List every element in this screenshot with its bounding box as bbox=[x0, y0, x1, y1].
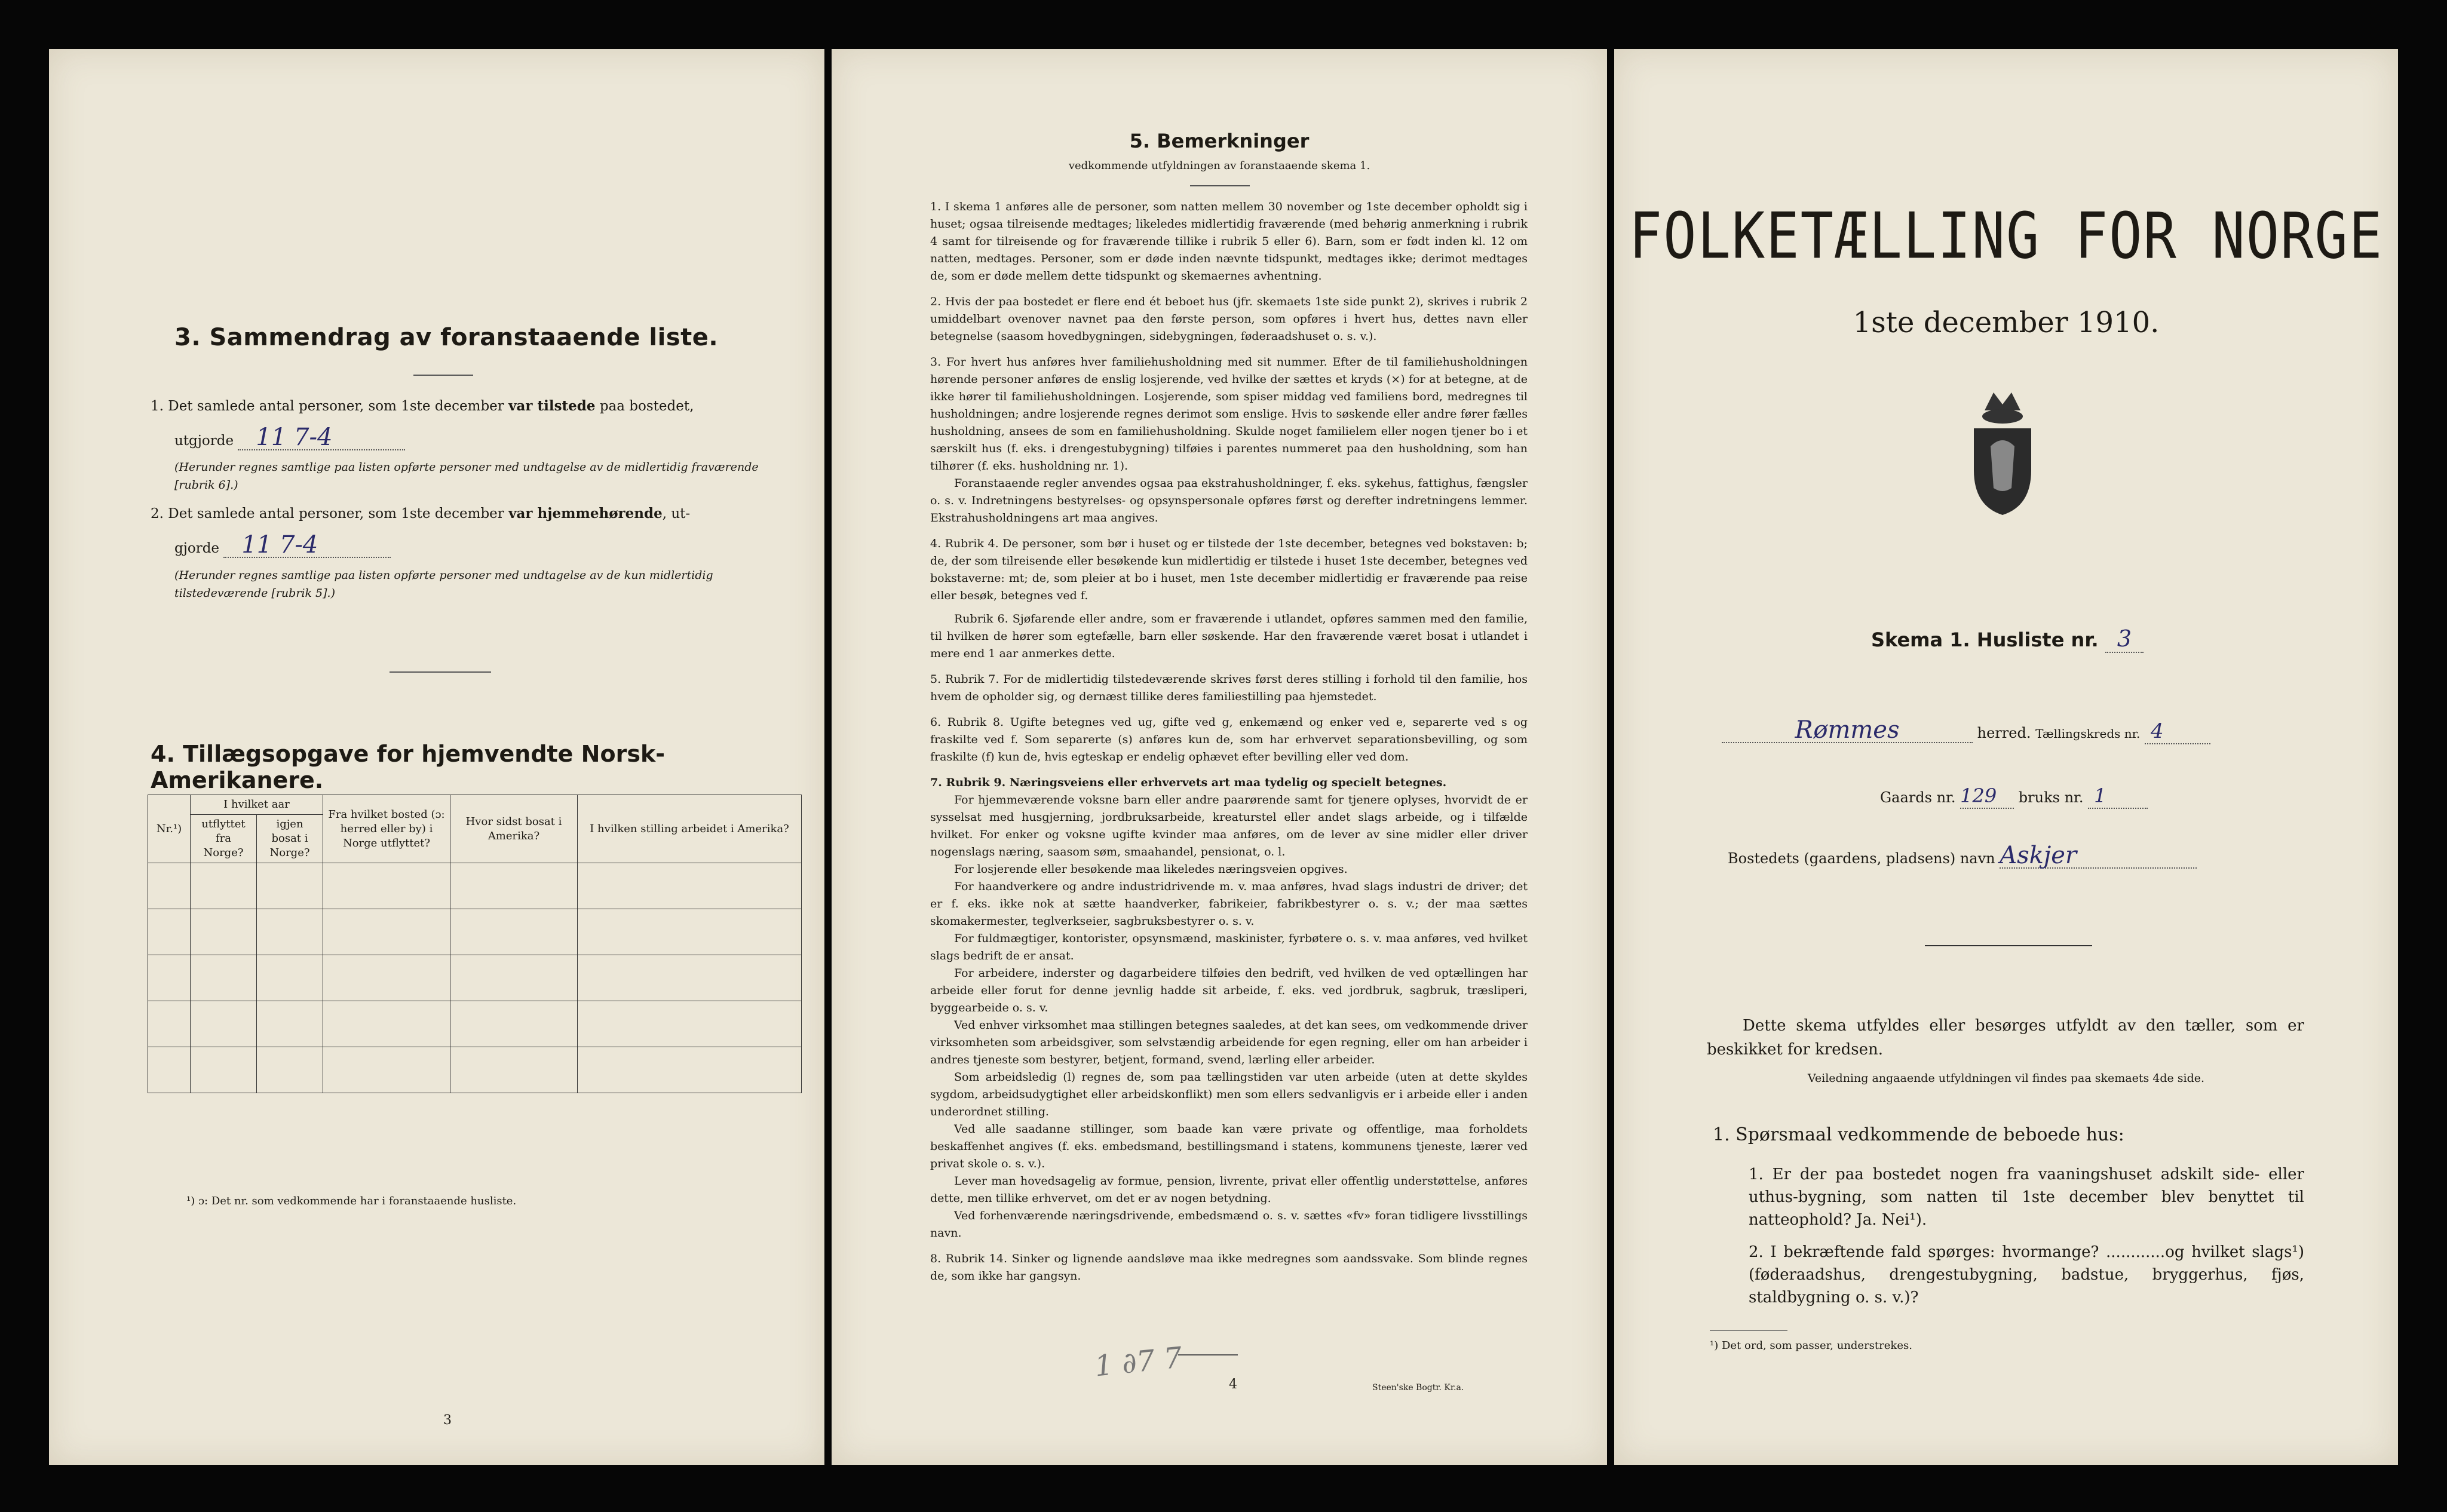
remark-7g: Som arbeidsledig (l) regnes de, som paa tællingstiden var uten arbeide (uten at dette skyldes sygdom, arbeidsudygtighet eller arbeidskonflikt) men som ellers sedvanligvis er i arbeide eller i anden underordnet stilling. bbox=[930, 1071, 1528, 1118]
page-4 bbox=[832, 49, 1607, 1465]
remark-4b: Rubrik 6. Sjøfarende eller andre, som er fraværende i utlandet, opføres sammen med den familie, til hvilken de hører som egtefælle, barn eller søskende. Har den fraværende været bosat i utlandet i mere end 1 aar anmerkes dette. bbox=[930, 612, 1528, 660]
page-number: 3 bbox=[443, 1413, 452, 1428]
husliste-value: 3 bbox=[2105, 625, 2144, 653]
remark-4: 4. Rubrik 4. De personer, som bør i huset og er tilstede der 1ste december, betegnes ved bokstaven: b; de, der som tilreisende eller besøkende kun midlertidig er tilstede i huset 1ste december, betegnes ved bokstaverne: mt; de, som pleier at bo i huset, men 1ste december midlertidig er fraværende paa reise eller besøk, betegnes ved f. bbox=[930, 537, 1528, 602]
remark-7b: For losjerende eller besøkende maa likeledes næringsveien opgives. bbox=[954, 863, 1348, 876]
kreds-value: 4 bbox=[2145, 719, 2210, 744]
remark-3: 3. For hvert hus anføres hver familiehusholdning med sit nummer. Efter de til familiehusholdningen hørende personer anføres de enslig losjerende, ved hvilke der sættes et kryds (×) for at betegne, at de ikke hører til familiehusholdningen. Losjerende, som spiser middag ved familiens bord, medregnes til husholdningen; andre losjerende regnes derimot som enslige. Hvis to søskende eller andre fører fælles husholdning, ansees de som en familiehusholdning. Skulde noget familielem eller nogen tjener bo i et særskilt hus (f. eks. i drengestubygning) tilføies i parentes nummeret paa den husholdning, som han tilhører (f. eks. husholdning nr. 1). bbox=[930, 355, 1528, 473]
herred-line: Rømmes herred. Tællingskreds nr. 4 bbox=[1722, 718, 2361, 746]
col-igjen: igjen bosat i Norge? bbox=[257, 815, 323, 863]
herred-value: Rømmes bbox=[1722, 718, 1973, 743]
remark-7: 7. Rubrik 9. Næringsveiens eller erhvervets art maa tydelig og specielt betegnes. bbox=[930, 776, 1447, 789]
form-title: FOLKETÆLLING FOR NORGE bbox=[1629, 199, 2384, 274]
veiledning: Veiledning angaaende utfyldningen vil findes paa skemaets 4de side. bbox=[1807, 1072, 2205, 1085]
section-4-title: 4. Tillægsopgave for hjemvendte Norsk-Amerikanere. bbox=[151, 741, 665, 793]
q1-value: 11 7-4 bbox=[238, 425, 405, 450]
section-3-title: 3. Sammendrag av foranstaaende liste. bbox=[174, 324, 719, 351]
remark-7f: Ved enhver virksomhet maa stillingen betegnes saaledes, at det kan sees, om vedkommende driver virksomheten som arbeidsgiver, som selvstændig arbeidende for egen regning, eller om han arbeider i andres tjeneste som bestyrer, betjent, formand, svend, lærling eller arbeider. bbox=[930, 1019, 1528, 1066]
coat-of-arms-icon bbox=[1967, 384, 2038, 521]
table-row bbox=[148, 863, 802, 909]
remark-7i: Lever man hovedsagelig av formue, pension, livrente, privat eller offentlig understøttelse, anføres dette, men tillike erhvervet, om det er av nogen betydning. bbox=[930, 1174, 1528, 1205]
bottom-rule bbox=[1178, 1354, 1238, 1355]
bemerkninger-title: 5. Bemerkninger bbox=[1129, 130, 1310, 152]
instructions: Dette skema utfyldes eller besørges utfyldt av den tæller, som er beskikket for kredsen. bbox=[1707, 1017, 2304, 1059]
remark-5: 5. Rubrik 7. For de midlertidig tilstedeværende skrives først deres stilling i forhold til den familie, hos hvem de opholder sig, og dernæst tillike deres familiestilling paa hjemstedet. bbox=[930, 673, 1528, 703]
question-1: 1. Er der paa bostedet nogen fra vaaningshuset adskilt side- eller uthus-bygning, som natten til 1ste december blev benyttet til natteophold? Ja. Nei¹). bbox=[1749, 1166, 2304, 1229]
remark-7j: Ved forhenværende næringsdrivende, embedsmænd o. s. v. sættes «fv» foran tidligere livsstillings navn. bbox=[930, 1209, 1528, 1240]
questions-title: 1. Spørsmaal vedkommende de beboede hus: bbox=[1713, 1124, 2124, 1145]
remarks-list bbox=[930, 198, 1528, 1285]
gaards-line: Gaards nr. 129 bruks nr. 1 bbox=[1880, 784, 2148, 809]
col-nr: Nr.¹) bbox=[148, 795, 191, 863]
col-hvilket-aar: I hvilket aar bbox=[191, 795, 323, 815]
printer-mark: Steen'ske Bogtr. Kr.a. bbox=[1372, 1383, 1464, 1393]
page-3 bbox=[49, 49, 824, 1465]
q2-note: (Herunder regnes samtlige paa listen opførte personer med undtagelse av de kun midlertidig tilstedeværende [rubrik 5].) bbox=[174, 569, 713, 600]
remark-1: 1. I skema 1 anføres alle de personer, som natten mellem 30 november og 1ste december opholdt sig i huset; ogsaa tilreisende medtages; likeledes midlertidig fraværende (med behørig anmerkning i rubrik 4 samt for tilreisende og for fraværende tillike i rubrik 5 eller 6). Barn, som er født inden kl. 12 om natten, medtages. Personer, som er døde inden nævnte tidspunkt, medtages ikke; derimot medtages de, som er døde mellem dette tidspunkt og skemaernes avhentning. bbox=[930, 200, 1528, 283]
title-rule bbox=[1190, 185, 1250, 186]
bemerkninger-subtitle: vedkommende utfyldningen av foranstaaende skema 1. bbox=[1068, 160, 1370, 172]
col-fra: Fra hvilket bosted (ɔ: herred eller by) i Norge utflyttet? bbox=[323, 795, 450, 863]
q1-utgjorde: utgjorde 11 7-4 bbox=[174, 425, 405, 453]
census-date: 1ste december 1910. bbox=[1853, 306, 2160, 339]
table-row bbox=[148, 909, 802, 955]
footnote: ¹) ɔ: Det nr. som vedkommende har i foranstaaende husliste. bbox=[186, 1195, 517, 1207]
q2-value: 11 7-4 bbox=[223, 533, 391, 558]
footnote-rule bbox=[1710, 1330, 1787, 1331]
remark-2: 2. Hvis der paa bostedet er flere end ét beboet hus (jfr. skemaets 1ste side punkt 2), skrives i rubrik 2 umiddelbart ovenover navnet paa den første person, som opføres i hvert hus, dettes navn eller betegnelse (saasom hovedbygningen, sidebygningen, føderaadshuset o. s. v.). bbox=[930, 295, 1528, 343]
col-utflyttet: utflyttet fra Norge? bbox=[191, 815, 257, 863]
table-row bbox=[148, 1047, 802, 1093]
page-number: 4 bbox=[1229, 1377, 1237, 1392]
bosted-value: Askjer bbox=[2000, 844, 2197, 869]
remark-3b: Foranstaaende regler anvendes ogsaa paa ekstrahusholdninger, f. eks. sykehus, fattighus, fængsler o. s. v. Indretningens bestyrelses- og opsynspersonale opføres først og derefter indretningens lemmer. Ekstrahusholdningens art maa angives. bbox=[930, 477, 1528, 525]
remark-7d: For fuldmægtiger, kontorister, opsynsmænd, maskinister, fyrbøtere o. s. v. maa anføres, ved hvilket slags bedrift de er ansat. bbox=[930, 932, 1528, 962]
pencil-scribble: 1 ∂7 7 bbox=[1093, 1341, 1184, 1384]
question-2: 2. I bekræftende fald spørges: hvormange? ............og hvilket slags¹) (føderaadshus, drengestubygning, badstue, bryggerhus, fjøs, staldbygning o. s. v.)? bbox=[1749, 1243, 2304, 1306]
norsk-amerikaner-table bbox=[148, 795, 802, 1093]
ornament-rule bbox=[1925, 945, 2092, 946]
table-row bbox=[148, 955, 802, 1001]
col-stilling: I hvilken stilling arbeidet i Amerika? bbox=[578, 795, 802, 863]
remark-7c: For haandverkere og andre industridrivende m. v. maa anføres, hvad slags industri de driver; det er f. eks. ikke nok at sætte haandverker, fabrikeier, fabrikbestyrer o. s. v.; der maa sættes skomakermester, teglverkseier, sagbruksbestyrer o. s. v. bbox=[930, 880, 1528, 928]
q2-utgjorde: gjorde 11 7-4 bbox=[174, 533, 391, 560]
q2-text: 2. Det samlede antal personer, som 1ste december var hjemmehørende, ut- bbox=[151, 505, 691, 522]
table-row bbox=[148, 1001, 802, 1047]
remark-6: 6. Rubrik 8. Ugifte betegnes ved ug, gifte ved g, enkemænd og enker ved e, separerte ved s og fraskilte ved f. Som separerte (s) anføres kun de, som har erhvervet separationsbevilling, og som fraskilte (f) kun de, hvis egteskap er endelig ophævet efter bevilling eller ved dom. bbox=[930, 716, 1528, 763]
footnote: ¹) Det ord, som passer, understrekes. bbox=[1710, 1339, 1912, 1352]
remark-8: 8. Rubrik 14. Sinker og lignende aandsløve maa ikke medregnes som aandssvake. Som blinde regnes de, som ikke har gangsyn. bbox=[930, 1252, 1528, 1283]
page-1-cover bbox=[1614, 49, 2398, 1465]
skema-line: Skema 1. Husliste nr. 3 bbox=[1871, 625, 2144, 653]
bosted-line: Bostedets (gaardens, pladsens) navn Askjer bbox=[1728, 844, 2197, 870]
q1-note: (Herunder regnes samtlige paa listen opførte personer med undtagelse av de midlertidig fraværende [rubrik 6].) bbox=[174, 461, 759, 492]
gaards-value: 129 bbox=[1960, 784, 2014, 809]
q1-text: 1. Det samlede antal personer, som 1ste december var tilstede paa bostedet, bbox=[151, 398, 694, 414]
col-hvor: Hvor sidst bosat i Amerika? bbox=[450, 795, 578, 863]
remark-7a: For hjemmeværende voksne barn eller andre paarørende samt for tjenere oplyses, hvorvidt de er sysselsat med husgjerning, jordbruksarbeide, kreaturstel eller andet slags arbeide, og i tilfælde hvilket. For enker og voksne ugifte kvinder maa anføres, om de lever av sine midler eller driver nogenslags næring, saasom søm, smaahandel, pensionat, o. l. bbox=[930, 793, 1528, 858]
remark-7e: For arbeidere, inderster og dagarbeidere tilføies den bedrift, ved hvilken de ved optællingen har arbeide eller forut for denne jevnlig hadde sit arbeide, f. eks. ved jordbruk, sagbruk, træsliperi, byggearbeide o. s. v. bbox=[930, 967, 1528, 1014]
title-rule bbox=[413, 375, 473, 376]
remark-7h: Ved alle saadanne stillinger, som baade kan være private og offentlige, maa forholdets beskaffenhet angives (f. eks. embedsmand, bestillingsmand i statens, kommunens tjeneste, lærer ved privat skole o. s. v.). bbox=[930, 1123, 1528, 1170]
divider bbox=[390, 671, 491, 673]
bruks-value: 1 bbox=[2088, 784, 2148, 809]
